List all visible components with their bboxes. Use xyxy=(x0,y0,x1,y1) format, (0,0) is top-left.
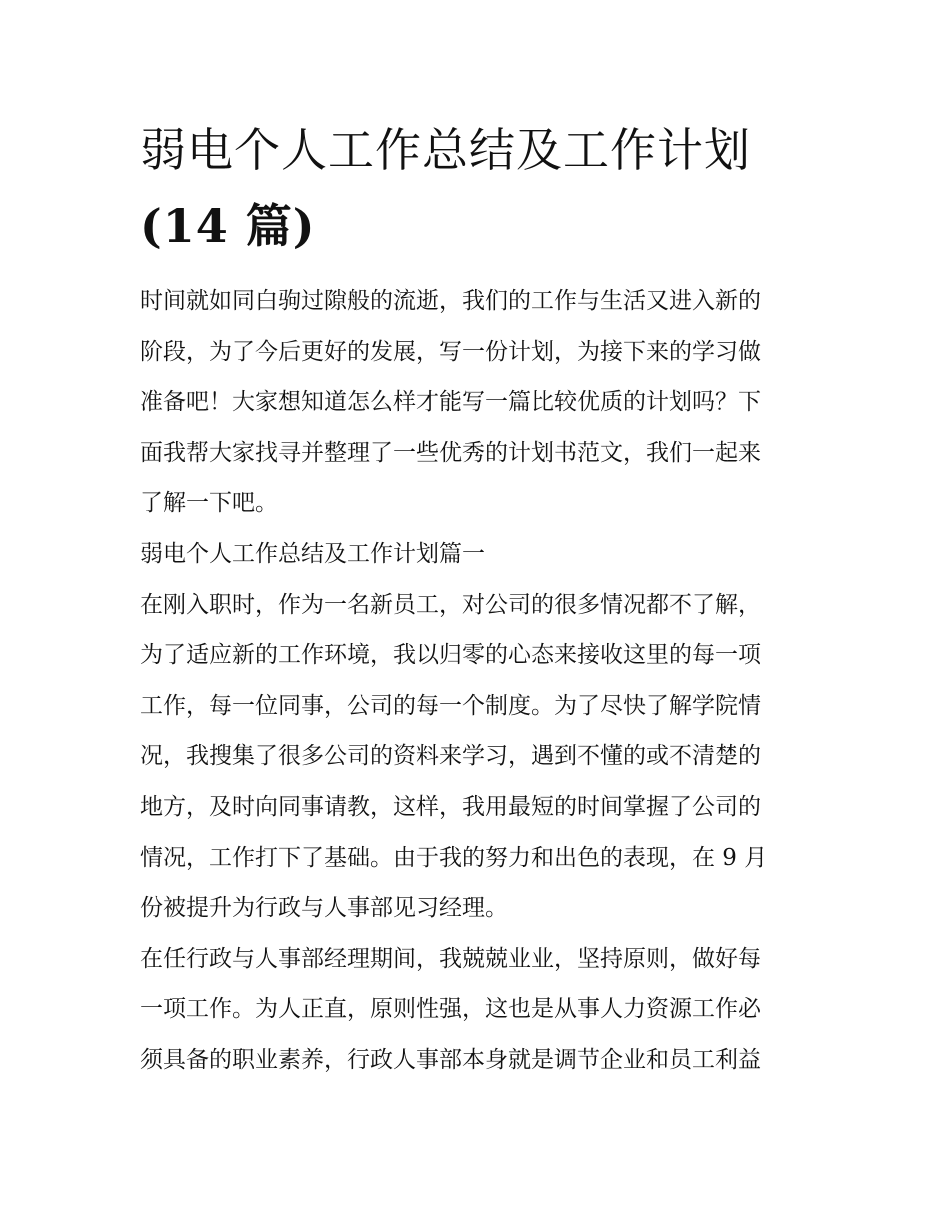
intro-line: 准备吧！大家想知道怎么样才能写一篇比较优质的计划吗？下 xyxy=(140,389,761,416)
paragraph-line: 工作，每一位同事，公司的每一个制度。为了尽快了解学院情 xyxy=(140,692,761,719)
paragraph-line: 份被提升为行政与人事部见习经理。 xyxy=(140,895,508,922)
paragraph-line: 一项工作。为人正直，原则性强，这也是从事人力资源工作必 xyxy=(140,996,761,1023)
paragraph-line: 地方，及时向同事请教，这样，我用最短的时间掌握了公司的 xyxy=(140,793,761,820)
intro-line: 面我帮大家找寻并整理了一些优秀的计划书范文，我们一起来 xyxy=(140,439,761,466)
intro-line: 阶段，为了今后更好的发展，写一份计划，为接下来的学习做 xyxy=(140,338,761,365)
intro-line: 时间就如同白驹过隙般的流逝，我们的工作与生活又进入新的 xyxy=(140,288,761,314)
paragraph-line: 在刚入职时，作为一名新员工，对公司的很多情况都不了解， xyxy=(140,591,761,618)
paragraph-line: 须具备的职业素养，行政人事部本身就是调节企业和员工利益 xyxy=(140,1046,761,1073)
intro-line: 了解一下吧。 xyxy=(140,490,278,517)
paragraph-line: 在任行政与人事部经理期间，我兢兢业业，坚持原则，做好每 xyxy=(140,945,761,972)
title-line-2: (14 篇) xyxy=(140,199,316,253)
paragraph-line: 情况，工作打下了基础。由于我的努力和出色的表现，在 9 月 xyxy=(140,844,768,871)
document-body xyxy=(140,276,820,1086)
section-heading: 弱电个人工作总结及工作计划篇一 xyxy=(140,540,485,567)
title-line-1: 弱电个人工作总结及工作计划 xyxy=(140,123,751,177)
paragraph-line: 况，我搜集了很多公司的资料来学习，遇到不懂的或不清楚的 xyxy=(140,743,761,770)
paragraph-line: 为了适应新的工作环境，我以归零的心态来接收这里的每一项 xyxy=(140,642,761,669)
document-title xyxy=(140,112,820,264)
